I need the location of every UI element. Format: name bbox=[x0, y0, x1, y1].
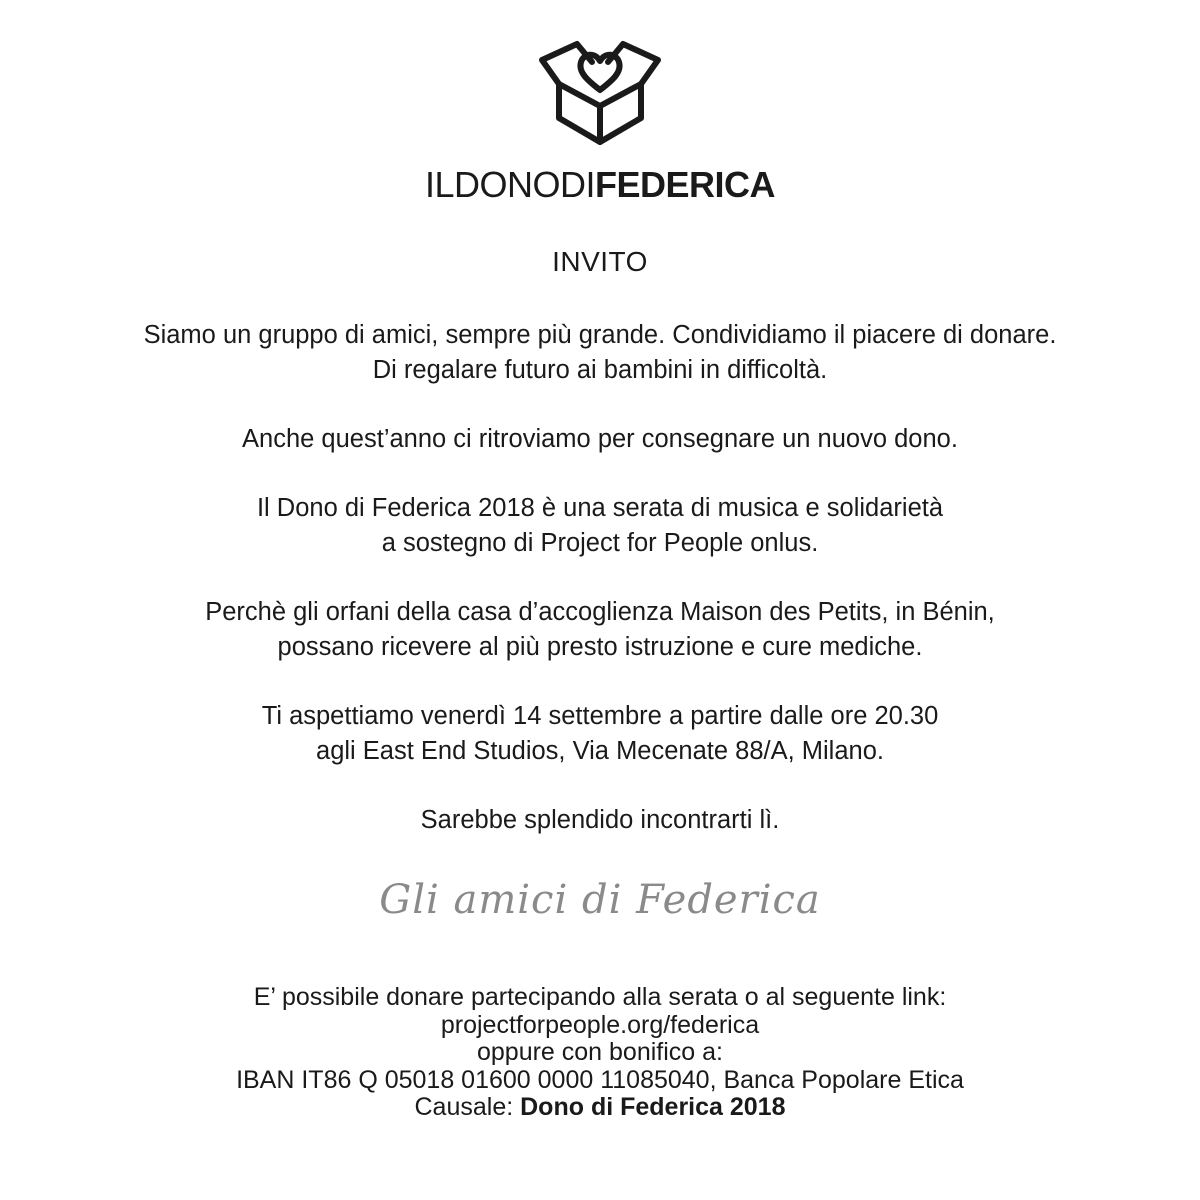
paragraph-line: agli East End Studios, Via Mecenate 88/A, Milano. bbox=[316, 737, 884, 765]
paragraph-line: Il Dono di Federica 2018 è una serata di musica e solidarietà bbox=[256, 494, 944, 522]
paragraph-line: Perchè gli orfani della casa d’accoglienza Maison des Petits, in Bénin, bbox=[205, 598, 995, 626]
paragraph-intro bbox=[0, 318, 1200, 388]
signature: Gli amici di Federica bbox=[379, 877, 821, 923]
paragraph-line: Anche quest’anno ci ritroviamo per consegnare un nuovo dono. bbox=[242, 425, 958, 453]
gift-box-heart-icon bbox=[537, 38, 663, 150]
paragraph-line: a sostegno di Project for People onlus. bbox=[381, 529, 819, 557]
donation-link[interactable]: projectforpeople.org/federica bbox=[440, 1010, 760, 1039]
paragraph-closing bbox=[0, 803, 1200, 838]
donation-causale bbox=[0, 1094, 1200, 1122]
donation-intro: E’ possibile donare partecipando alla serata o al seguente link: bbox=[253, 983, 947, 1011]
donation-transfer: oppure con bonifico a: bbox=[476, 1038, 723, 1066]
paragraph-purpose bbox=[0, 595, 1200, 665]
paragraph-line: Sarebbe splendido incontrarti lì. bbox=[420, 806, 780, 834]
causale-value: Dono di Federica 2018 bbox=[520, 1093, 786, 1121]
paragraph-line: Ti aspettiamo venerdì 14 settembre a partire dalle ore 20.30 bbox=[261, 702, 939, 730]
paragraph-line: Siamo un gruppo di amici, sempre più grande. Condividiamo il piacere di donare. bbox=[143, 321, 1057, 349]
paragraph-line: Di regalare futuro ai bambini in difficoltà. bbox=[372, 356, 828, 384]
brand-wordmark-light: ILDONODI bbox=[424, 164, 595, 205]
brand-wordmark-bold: FEDERICA bbox=[595, 164, 776, 205]
causale-label: Causale: bbox=[414, 1093, 514, 1121]
paragraph-gathering bbox=[0, 422, 1200, 457]
donation-iban: IBAN IT86 Q 05018 01600 0000 11085040, Banca Popolare Etica bbox=[236, 1065, 964, 1094]
brand-wordmark bbox=[0, 164, 1200, 205]
invitation-body bbox=[0, 318, 1200, 872]
invitation-heading: INVITO bbox=[552, 246, 648, 277]
paragraph-line: possano ricevere al più presto istruzione e cure mediche. bbox=[277, 633, 923, 661]
paragraph-event bbox=[0, 491, 1200, 561]
donation-info bbox=[0, 984, 1200, 1122]
paragraph-date-venue bbox=[0, 699, 1200, 769]
